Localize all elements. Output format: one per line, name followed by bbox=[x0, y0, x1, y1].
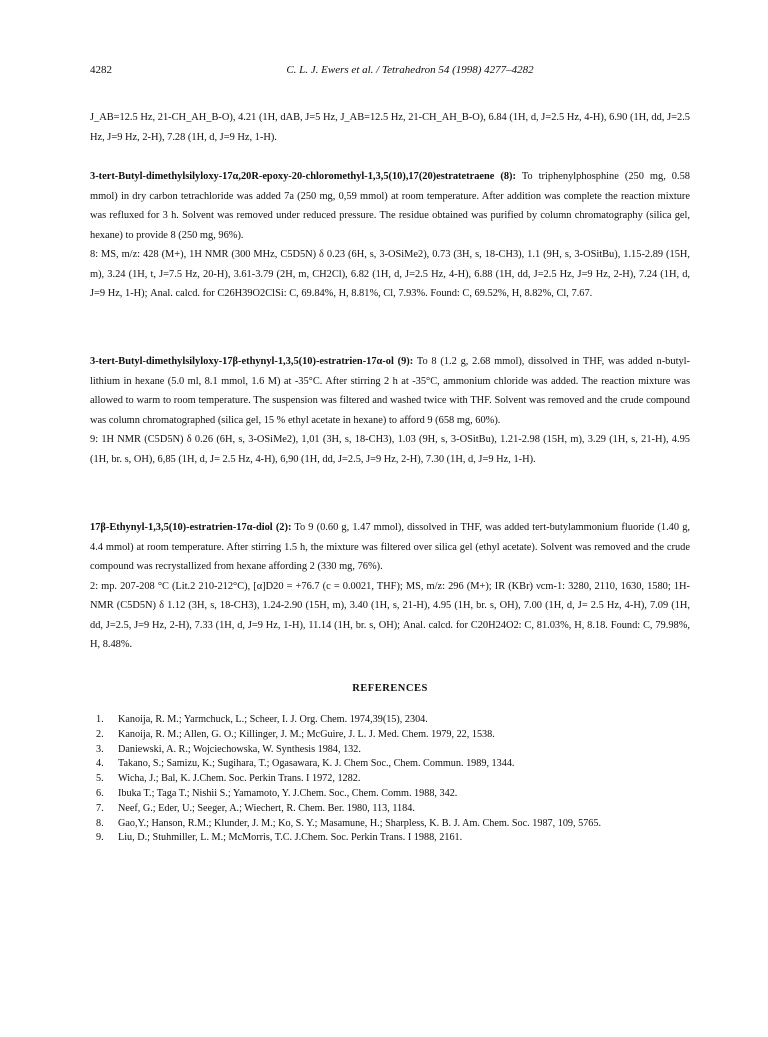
reference-item bbox=[90, 831, 690, 846]
reference-number: 5. bbox=[96, 773, 104, 785]
reference-item bbox=[90, 772, 690, 787]
reference-text: Kanoija, R. M.; Yarmchuck, L.; Scheer, I. J. Org. Chem. 1974,39(15), 2304. bbox=[118, 714, 428, 725]
reference-text: Wicha, J.; Bal, K. J.Chem. Soc. Perkin Trans. I 1972, 1282. bbox=[118, 773, 361, 785]
reference-item bbox=[90, 802, 690, 817]
continued-text: J_AB=12.5 Hz, 21-CH_AH_B-O), 4.21 (1H, dAB, J=5 Hz, J_AB=12.5 Hz, 21-CH_AH_B-O), 6.84 (1H, d, J=2.5 Hz, 4-H), 6.90 (1H, dd, J=2.5 Hz, J=9 Hz, 2-H), 7.28 (1H, d, J=9 Hz, 1-H). bbox=[90, 112, 690, 143]
reference-number: 4. bbox=[96, 758, 104, 770]
reference-item bbox=[90, 757, 690, 772]
compound-9-data: 9: 1H NMR (C5D5N) δ 0.26 (6H, s, 3-OSiMe2), 1,01 (3H, s, 18-CH3), 1.03 (9H, s, 3-OSitBu), 1.21-2.98 (15H, m), 3.29 (1H, s, 21-H), 4.95 (1H, br. s, OH), 6,85 (1H, d, J= 2.5 Hz, 4-H), 6,90 (1H, dd, J=2.5, J=9 Hz, 2-H), 7.30 (1H, d, J=9 Hz, 1-H). bbox=[90, 434, 690, 465]
reference-number: 3. bbox=[96, 743, 104, 755]
reference-number: 8. bbox=[96, 817, 104, 829]
continued-nmr-data bbox=[90, 108, 690, 147]
compound-9-title: 3-tert-Butyl-dimethylsilyloxy-17β-ethynyl-1,3,5(10)-estratrien-17α-ol (9): bbox=[90, 356, 414, 367]
reference-text: Liu, D.; Stuhmiller, L. M.; McMorris, T.C. J.Chem. Soc. Perkin Trans. I 1988, 2161. bbox=[118, 832, 463, 844]
compound-8-section bbox=[90, 167, 690, 304]
reference-number: 7. bbox=[96, 802, 104, 814]
reference-text: Daniewski, A. R.; Wojciechowska, W. Synthesis 1984, 132. bbox=[118, 743, 361, 755]
compound-2-procedure: To 9 (0.60 g, 1.47 mmol), dissolved in THF, was added tert-butylammonium fluoride (1.40 g, 4.4 mmol) at room temperature. After stirring 1.5 h, the mixture was filtered over silica gel (ethyl acetate). Solvent was removed and the crude compound was recrystallized from hexane affording 2 (330 mg, 76%). bbox=[90, 522, 690, 572]
reference-number: 9. bbox=[96, 832, 104, 844]
compound-9-procedure: To 8 (1.2 g, 2.68 mmol), dissolved in THF, was added n-butyl-lithium in hexane (5.0 ml, 8.1 mmol, 1.6 M) at -35°C. After stirring 2 h at -35°C, ammonium chloride was added. The reaction mixture was allowed to warm to room temperature. The suspension was filtered and washed twice with THF. Solvent was removed and the crude compound was column chromatographed (silica gel, 15 % ethyl acetate in hexane) to afford 9 (658 mg, 60%). bbox=[90, 356, 690, 426]
compound-9-section bbox=[90, 352, 690, 469]
compound-9-paragraph bbox=[90, 352, 690, 430]
compound-8-data: 8: MS, m/z: 428 (M+), 1H NMR (300 MHz, C5D5N) δ 0.23 (6H, s, 3-OSiMe2), 0.73 (3H, s, 18-CH3), 1.1 (9H, s, 3-OSitBu), 1.15-2.89 (15H, m), 3.24 (1H, t, J=7.5 Hz, 20-H), 3.61-3.79 (2H, m, CH2Cl), 6.82 (1H, d, J=2.5 Hz, 4-H), 6.88 (1H, dd, J=2.5 Hz, J=9 Hz, 2-H), 7.24 (1H, d, J=9 Hz, 1-H); Anal. calcd. for C26H39O2ClSi: C, 69.84%, H, 8.81%, Cl, 7.93%. Found: C, 69.52%, H, 8.82%, Cl, 7.67. bbox=[90, 249, 690, 299]
reference-list bbox=[90, 713, 690, 846]
compound-2-section bbox=[90, 518, 690, 655]
reference-item bbox=[90, 743, 690, 758]
compound-2-data: 2: mp. 207-208 °C (Lit.2 210-212°C), [α]D20 = +76.7 (c = 0.0021, THF); MS, m/z: 296 (M+); IR (KBr) νcm-1: 3280, 2110, 1630, 1580; 1H-NMR (C5D5N) δ 1.12 (3H, s, 18-CH3), 1.24-2.90 (15H, m), 3.40 (1H, s, 21-H), 4.95 (1H, br. s, OH), 7.00 (1H, d, J= 2.5 Hz, 4-H), 7.09 (1H, dd, J=2.5, J=9 Hz, 2-H), 7.33 (1H, d, J=9 Hz, 1-H), 11.14 (1H, br. s, OH); Anal. calcd. for C20H24O2: C, 81.03%, H, 8.18. Found: C, 79.98%, H, 8.48%. bbox=[90, 580, 690, 650]
reference-item bbox=[90, 728, 690, 743]
compound-8-procedure: To triphenylphosphine (250 mg, 0.58 mmol) in dry carbon tetrachloride was added 7a (250 mg, 0,59 mmol) at room temperature. After addition was complete the reaction mixture was refluxed for 3 h. Solvent was removed under reduced pressure. The residue obtained was purified by column chromatography (silica gel, hexane) to provide 8 (250 mg, 96%). bbox=[90, 171, 690, 241]
compound-8-paragraph bbox=[90, 167, 690, 245]
compound-8-title: 3-tert-Butyl-dimethylsilyloxy-17α,20R-epoxy-20-chloromethyl-1,3,5(10),17(20)estratetraene (8): bbox=[90, 171, 516, 182]
reference-text: Ibuka T.; Taga T.; Nishii S.; Yamamoto, Y. J.Chem. Soc., Chem. Comm. 1988, 342. bbox=[118, 787, 458, 799]
reference-number: 6. bbox=[96, 787, 104, 799]
reference-item bbox=[90, 817, 690, 832]
reference-number: 2. bbox=[96, 728, 104, 740]
reference-number: 1. bbox=[96, 714, 104, 725]
reference-text: Kanoija, R. M.; Allen, G. O.; Killinger, J. M.; McGuire, J. L. J. Med. Chem. 1979, 22, 1538. bbox=[118, 728, 495, 740]
compound-2-paragraph bbox=[90, 518, 690, 577]
reference-item bbox=[90, 787, 690, 802]
reference-item bbox=[90, 713, 690, 728]
page-number: 4282 bbox=[90, 64, 112, 76]
references-heading: REFERENCES bbox=[352, 683, 428, 694]
reference-text: Gao,Y.; Hanson, R.M.; Klunder, J. M.; Ko, S. Y.; Masamune, H.; Sharpless, K. B. J. Am. Chem. Soc. 1987, 109, 5765. bbox=[118, 817, 602, 829]
reference-text: Neef, G.; Eder, U.; Seeger, A.; Wiechert, R. Chem. Ber. 1980, 113, 1184. bbox=[118, 802, 415, 814]
compound-2-title: 17β-Ethynyl-1,3,5(10)-estratrien-17α-diol (2): bbox=[90, 522, 292, 533]
running-title: C. L. J. Ewers et al. / Tetrahedron 54 (1998) 4277–4282 bbox=[286, 64, 534, 76]
reference-text: Takano, S.; Samizu, K.; Sugihara, T.; Ogasawara, K. J. Chem Soc., Chem. Commun. 1989, 1344. bbox=[118, 758, 515, 770]
